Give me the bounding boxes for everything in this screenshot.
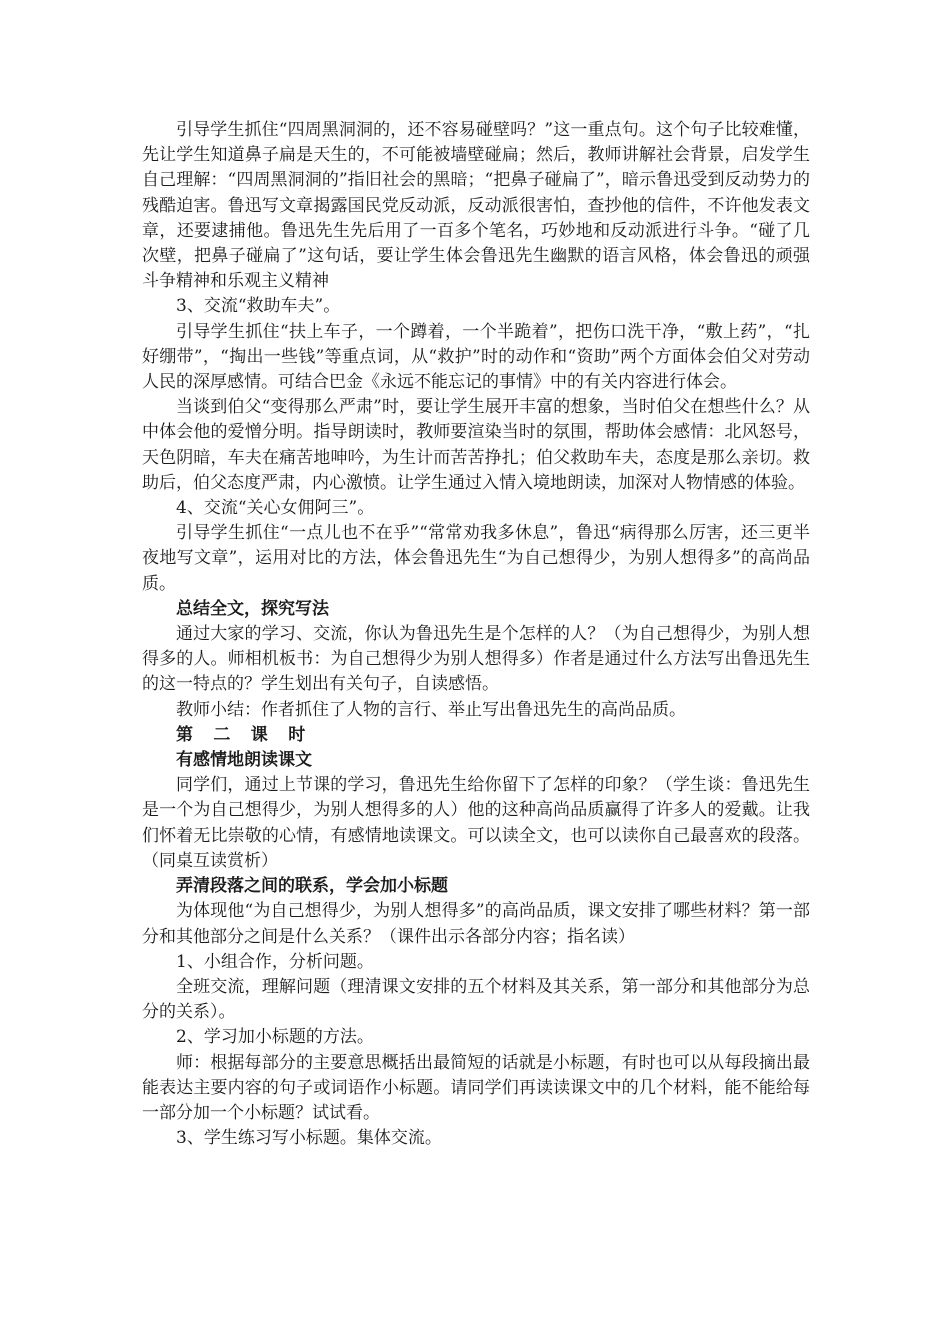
paragraph-step-3-practice: 3、学生练习写小标题。集体交流。 bbox=[176, 1128, 442, 1149]
paragraph-material-question: 为体现他“为自己想得少，为别人想得多”的高尚品质，课文安排了哪些材料？第一部分和其他部分之间是什么关系？（课件出示各部分内容；指名读） bbox=[142, 901, 810, 947]
paragraph-rescue-coachman: 引导学生抓住“扶上车子，一个蹲着，一个半跪着”，把伤口洗干净，“敷上药”，“扎好绷带”，“掏出一些钱”等重点词，从“救护”时的动作和“资助”两个方面体会伯父对劳动人民的深厚感情。可结合巴金《永远不能忘记的事情》中的有关内容进行体会。 bbox=[142, 321, 810, 393]
section-heading-reading: 有感情地朗读课文 bbox=[176, 750, 312, 771]
paragraph-step-3-title: 3、交流“救助车夫”。 bbox=[176, 296, 341, 317]
paragraph-care-maid: 引导学生抓住“一点儿也不在乎”“常常劝我多休息”，鲁迅“病得那么厉害，还三更半夜地写文章”，运用对比的方法，体会鲁迅先生“为自己想得少，为别人想得多”的高尚品质。 bbox=[142, 523, 810, 594]
paragraph-step-4-title: 4、交流“关心女佣阿三”。 bbox=[176, 498, 375, 519]
section-heading-subtitles: 弄清段落之间的联系，学会加小标题 bbox=[176, 876, 448, 897]
paragraph-reading-aloud: 同学们，通过上节课的学习，鲁迅先生给你留下了怎样的印象？（学生谈：鲁迅先生是一个为自己想得少，为别人想得多的人）他的这种高尚品质赢得了许多人的爱戴。让我们怀着无比崇敬的心情，有感情地读课文。可以读全文，也可以读你自己最喜欢的段落。（同桌互读赏析） bbox=[142, 775, 810, 871]
section-heading-summary: 总结全文，探究写法 bbox=[176, 598, 329, 619]
lesson-heading-second: 第二课时 bbox=[176, 724, 326, 745]
paragraph-uncle-serious: 当谈到伯父“变得那么严肃”时，要让学生展开丰富的想象，当时伯父在想些什么？从中体会他的爱憎分明。指导朗读时，教师要渲染当时的氛围，帮助体会感情：北风怒号，天色阴暗，车夫在痛苦地呻吟，为生计而苦苦挣扎；伯父救助车夫，态度是那么亲切。救助后，伯父态度严肃，内心激愤。让学生通过入情入境地朗读，加深对人物情感的体验。 bbox=[142, 397, 810, 493]
paragraph-step-1-group: 1、小组合作，分析问题。 bbox=[176, 951, 374, 972]
paragraph-summary-discussion: 通过大家的学习、交流，你认为鲁迅先生是个怎样的人？（为自己想得少，为别人想得多的人。师相机板书：为自己想得少为别人想得多）作者是通过什么方法写出鲁迅先生的这一特点的？学生划出有关句子，自读感悟。 bbox=[142, 624, 810, 695]
document-page bbox=[142, 118, 810, 1151]
paragraph-class-discussion: 全班交流，理解问题（理清课文安排的五个材料及其关系，第一部分和其他部分为总分的关系）。 bbox=[142, 976, 810, 1023]
paragraph-teacher-summary: 教师小结：作者抓住了人物的言行、举止写出鲁迅先生的高尚品质。 bbox=[176, 699, 686, 720]
paragraph-teacher-method: 师：根据每部分的主要意思概括出最简短的话就是小标题，有时也可以从每段摘出最能表达主要内容的句子或词语作小标题。请同学们再读读课文中的几个材料，能不能给每一部分加一个小标题？试试看。 bbox=[142, 1052, 810, 1123]
paragraph-step-2-method: 2、学习加小标题的方法。 bbox=[176, 1027, 374, 1048]
paragraph-lu-xun-nose-analysis: 引导学生抓住“四周黑洞洞的，还不容易碰壁吗？”这一重点句。这个句子比较难懂，先让学生知道鼻子扁是天生的，不可能被墙壁碰扁；然后，教师讲解社会背景，启发学生自己理解：“四周黑洞洞的”指旧社会的黑暗；“把鼻子碰扁了”，暗示鲁迅受到反动势力的残酷迫害。鲁迅写文章揭露国民党反动派，反动派很害怕，查抄他的信件，不许他发表文章，还要逮捕他。鲁迅先生先后用了一百多个笔名，巧妙地和反动派进行斗争。“碰了几次壁，把鼻子碰扁了”这句话，要让学生体会鲁迅先生幽默的语言风格，体会鲁迅的顽强斗争精神和乐观主义精神 bbox=[142, 120, 810, 292]
